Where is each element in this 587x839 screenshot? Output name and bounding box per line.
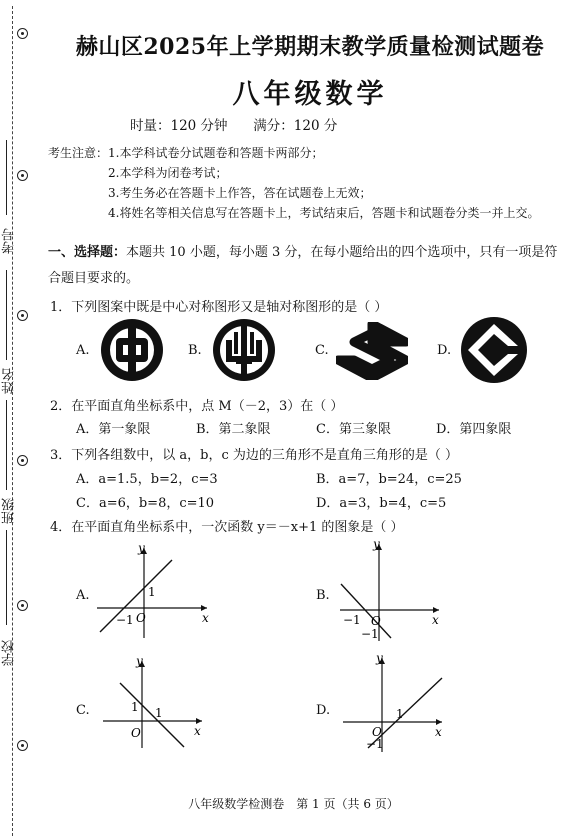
y-label: y — [373, 538, 380, 551]
question-3-text: 3．下列各组数中，以 a，b，c 为边的三角形不是直角三角形的是（ ） — [50, 448, 459, 463]
binding-hole-icon — [17, 740, 28, 751]
origin-label: O — [136, 611, 146, 625]
shanghai-bank-logo-icon — [336, 322, 408, 380]
x-label: x — [194, 724, 201, 738]
q4-option-d-label: D. — [316, 703, 331, 718]
q3-option-d: D．a=3，b=4，c=5 — [316, 496, 447, 511]
binding-hole-icon — [17, 310, 28, 321]
margin-label-class: 班级 — [2, 498, 17, 524]
x-label: x — [435, 725, 442, 739]
binding-hole-icon — [17, 455, 28, 466]
margin-blank-line — [6, 530, 7, 625]
margin-blank-line — [6, 400, 7, 490]
x-label: x — [432, 613, 439, 627]
section-description: 本题共 10 小题，每小题 3 分，在每小题给出的四个选项中，只有一项是符合题目要求的。 — [48, 245, 558, 286]
q4-option-b-label: B. — [316, 588, 330, 603]
q3-option-a: A．a=1.5，b=2，c=3 — [76, 472, 218, 487]
margin-blank-line — [6, 270, 7, 360]
q2-option-b: B．第二象限 — [196, 422, 271, 437]
tick-label-1: 1 — [148, 585, 156, 599]
origin-label: O — [371, 614, 381, 628]
question-1-text: 1．下列图案中既是中心对称图形又是轴对称图形的是（ ） — [50, 300, 388, 315]
tick-label-minus-1: −1 — [116, 613, 134, 627]
tick-label-1: 1 — [396, 707, 404, 721]
bank-of-china-logo-icon — [100, 318, 164, 382]
y-label: y — [136, 655, 143, 668]
margin-label-name: 姓名 — [2, 368, 17, 394]
q2-option-a: A．第一象限 — [76, 422, 151, 437]
origin-label: O — [372, 725, 382, 739]
section-heading — [48, 240, 568, 292]
binding-hole-icon — [17, 600, 28, 611]
tick-label-minus-1: −1 — [361, 627, 379, 641]
q4-option-a-label: A. — [76, 588, 90, 603]
binding-hole-icon — [17, 28, 28, 39]
function-line — [120, 683, 184, 747]
q4-graph-a — [92, 540, 217, 640]
notes-label: 考生注意： — [48, 146, 109, 160]
tick-label-minus-1: −1 — [343, 613, 361, 627]
q3-option-b: B．a=7，b=24，c=25 — [316, 472, 462, 487]
q4-graph-b — [335, 538, 445, 643]
origin-label: O — [131, 726, 141, 740]
q4-graph-c — [98, 655, 208, 750]
q4-graph-d — [338, 652, 448, 754]
tick-label-1: 1 — [155, 706, 163, 720]
note-item: 3.考生务必在答题卡上作答，答在试题卷上无效； — [108, 186, 372, 200]
question-2-text: 2．在平面直角坐标系中，点 M（－2，3）在（ ） — [50, 399, 344, 414]
q1-option-d-label: D. — [437, 343, 452, 358]
x-label: x — [202, 611, 209, 625]
tick-label-minus-1: −1 — [366, 737, 384, 751]
q1-option-c-label: C. — [315, 343, 329, 358]
q1-option-a-label: A. — [76, 343, 90, 358]
exam-subject: 八年级数学 — [232, 79, 388, 110]
q1-option-b-label: B. — [188, 343, 202, 358]
margin-blank-line — [6, 140, 7, 215]
note-item: 1.本学科试卷分试题卷和答题卡两部分； — [108, 146, 324, 160]
section-title: 一、选择题： — [48, 245, 127, 260]
note-item: 4.将姓名等相关信息写在答题卡上，考试结束后，答题卡和试题卷分类一并上交。 — [108, 206, 540, 220]
q2-option-c: C．第三象限 — [316, 422, 391, 437]
q2-option-d: D．第四象限 — [436, 422, 512, 437]
y-label: y — [376, 652, 383, 665]
tick-label-1: 1 — [131, 700, 139, 714]
binding-hole-icon — [17, 170, 28, 181]
margin-label-exam-number: 考号 — [2, 228, 17, 254]
q3-option-c: C．a=6，b=8，c=10 — [76, 496, 215, 511]
page-footer: 八年级数学检测卷 第 1 页（共 6 页） — [188, 797, 399, 811]
time-and-score: 时量：120 分钟 满分：120 分 — [130, 118, 338, 134]
agricultural-bank-logo-icon — [212, 318, 276, 382]
margin-label-school: 学校 — [2, 640, 17, 666]
construction-bank-logo-icon — [460, 316, 528, 384]
y-label: y — [138, 541, 145, 555]
exam-title: 赫山区2025年上学期期末教学质量检测试题卷 — [75, 34, 545, 60]
q4-option-c-label: C. — [76, 703, 90, 718]
binding-dashed-line — [12, 6, 13, 836]
question-4-text: 4．在平面直角坐标系中，一次函数 y＝－x+1 的图象是（ ） — [50, 520, 404, 535]
note-item: 2.本学科为闭卷考试； — [108, 166, 228, 180]
